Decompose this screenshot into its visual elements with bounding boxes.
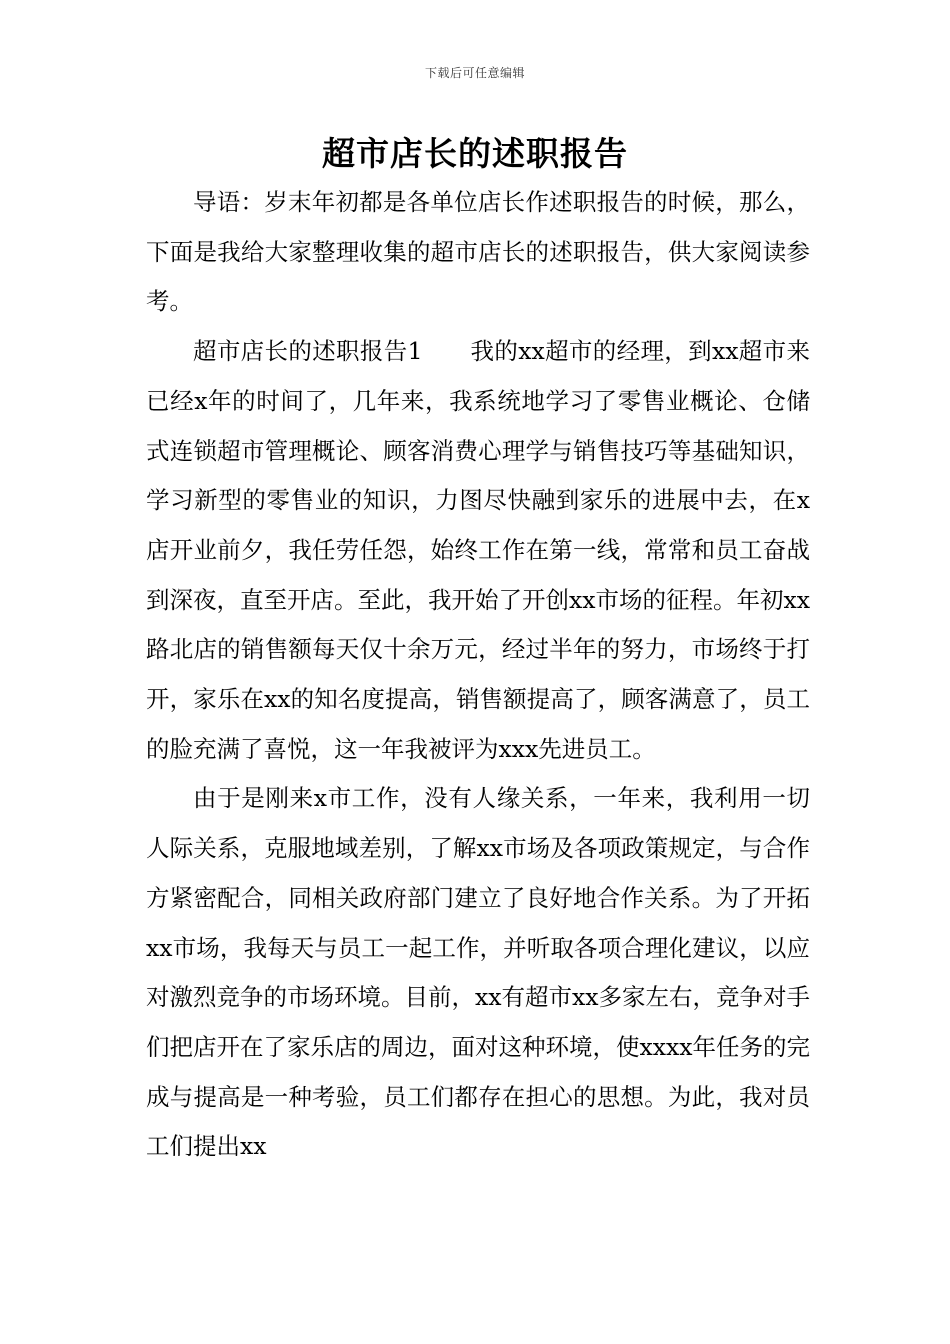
paragraph-market: 由于是刚来x市工作，没有人缘关系，一年来，我利用一切人际关系，克服地域差别，了解xx市场及各项政策规定，与合作方紧密配合，同相关政府部门建立了良好地合作关系。为了开拓xx市场，我每天与员工一起工作，并听取各项合理化建议，以应对激烈竞争的市场环境。目前，xx有超市xx多家左右，竞争对手们把店开在了家乐店的周边，面对这种环境，使xxxx年任务的完成与提高是一种考验，员工们都存在担心的思想。为此，我对员工们提出xx [146,784,811,1161]
document-body [146,178,810,1172]
document-title: 超市店长的述职报告 [322,134,628,173]
paragraph-report-1: 超市店长的述职报告1 我的xx超市的经理，到xx超市来已经x年的时间了，几年来，我系统地学习了零售业概论、仓储式连锁超市管理概论、顾客消费心理学与销售技巧等基础知识，学习新型的零售业的知识，力图尽快融到家乐的进展中去，在x店开业前夕，我任劳任怨，始终工作在第一线，常常和员工奋战到深夜，直至开店。至此，我开始了开创xx市场的征程。年初xx路北店的销售额每天仅十余万元，经过半年的努力，市场终于打开，家乐在xx的知名度提高，销售额提高了，顾客满意了，员工的脸充满了喜悦，这一年我被评为xxx先进员工。 [146,337,811,763]
paragraph-intro: 导语：岁末年初都是各单位店长作述职报告的时候，那么，下面是我给大家整理收集的超市店长的述职报告，供大家阅读参考。 [146,188,810,316]
header-note: 下载后可任意编辑 [424,66,525,80]
